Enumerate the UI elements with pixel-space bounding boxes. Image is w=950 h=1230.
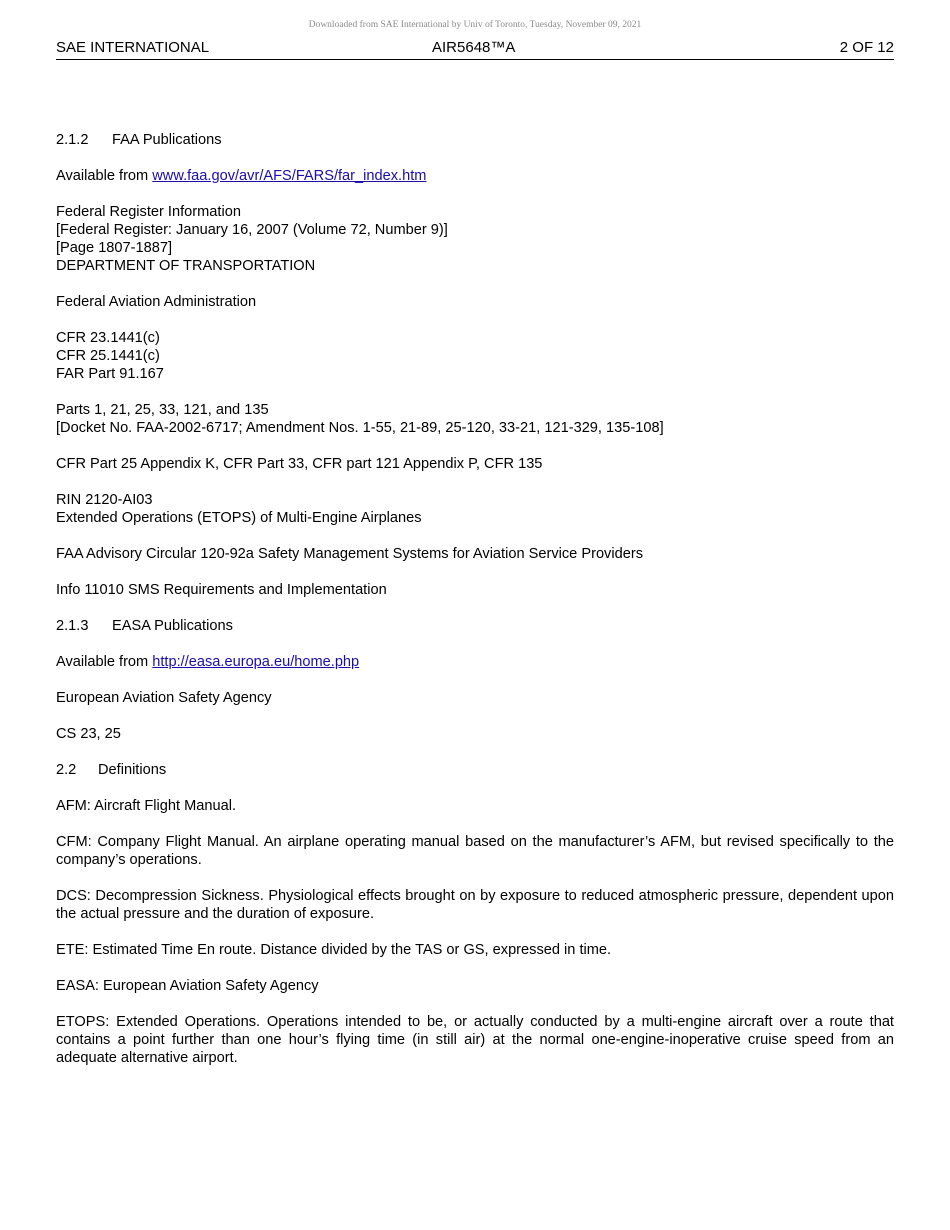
easa-agency: European Aviation Safety Agency [56,690,272,706]
cfr-item: CFR 25.1441(c) [56,348,160,364]
federal-register-block [56,203,894,275]
docket-line: [Docket No. FAA-2002-6717; Amendment Nos. 1-55, 21-89, 25-120, 33-21, 121-329, 135-108] [56,420,664,436]
info-item: Info 11010 SMS Requirements and Implementation [56,582,387,598]
cfr-item: FAR Part 91.167 [56,366,164,382]
federal-register-line: [Page 1807-1887] [56,240,173,256]
easa-link[interactable]: http://easa.europa.eu/home.php [152,654,360,670]
section-number: 2.2 [56,762,77,778]
header-organization: SAE INTERNATIONAL [56,39,210,56]
parts-line: Parts 1, 21, 25, 33, 121, and 135 [56,402,269,418]
easa-availability [56,653,894,671]
section-title: FAA Publications [112,132,222,148]
page-content [56,131,894,1085]
advisory-circular: FAA Advisory Circular 120-92a Safety Management Systems for Aviation Service Providers [56,546,643,562]
easa-cs: CS 23, 25 [56,726,121,742]
federal-register-line: Federal Register Information [56,204,241,220]
parts-block [56,401,894,437]
cfr-appendix: CFR Part 25 Appendix K, CFR Part 33, CFR part 121 Appendix P, CFR 135 [56,456,543,472]
faa-link[interactable]: www.faa.gov/avr/AFS/FARS/far_index.htm [152,168,427,184]
definition-etops: ETOPS: Extended Operations. Operations intended to be, or actually conducted by a multi-engine aircraft over a route that contains a point further than one hour’s flying time (in still air) at the normal one-engine-inoperative cruise speed from an adequate alternative airport. [56,1014,894,1066]
definition-ete: ETE: Estimated Time En route. Distance divided by the TAS or GS, expressed in time. [56,942,612,958]
header-page-number: 2 OF 12 [839,39,894,56]
section-number: 2.1.3 [56,618,89,634]
definition-afm: AFM: Aircraft Flight Manual. [56,798,237,814]
faa-availability [56,167,894,185]
section-number: 2.1.2 [56,132,89,148]
section-heading-definitions [56,761,894,779]
rin-title: Extended Operations (ETOPS) of Multi-Engine Airplanes [56,510,422,526]
download-watermark: Downloaded from SAE International by Univ of Toronto, Tuesday, November 09, 2021 [308,20,642,30]
definition-cfm: CFM: Company Flight Manual. An airplane operating manual based on the manufacturer’s AFM, but revised specifically to the company’s operations. [56,834,894,868]
cfr-list [56,329,894,383]
header-document-id: AIR5648™A [432,39,516,56]
cfr-item: CFR 23.1441(c) [56,330,160,346]
section-heading-faa [56,131,894,149]
faa-name: Federal Aviation Administration [56,294,257,310]
page-header [56,39,894,60]
federal-register-line: [Federal Register: January 16, 2007 (Volume 72, Number 9)] [56,222,448,238]
section-title: Definitions [98,762,167,778]
definition-easa: EASA: European Aviation Safety Agency [56,978,319,994]
available-from-label: Available from [56,654,153,670]
available-from-label: Available from [56,168,153,184]
rin-number: RIN 2120-AI03 [56,492,153,508]
rin-block [56,491,894,527]
federal-register-line: DEPARTMENT OF TRANSPORTATION [56,258,316,274]
definition-dcs: DCS: Decompression Sickness. Physiological effects brought on by exposure to reduced atmospheric pressure, dependent upon the actual pressure and the duration of exposure. [56,888,894,922]
section-title: EASA Publications [112,618,233,634]
section-heading-easa [56,617,894,635]
